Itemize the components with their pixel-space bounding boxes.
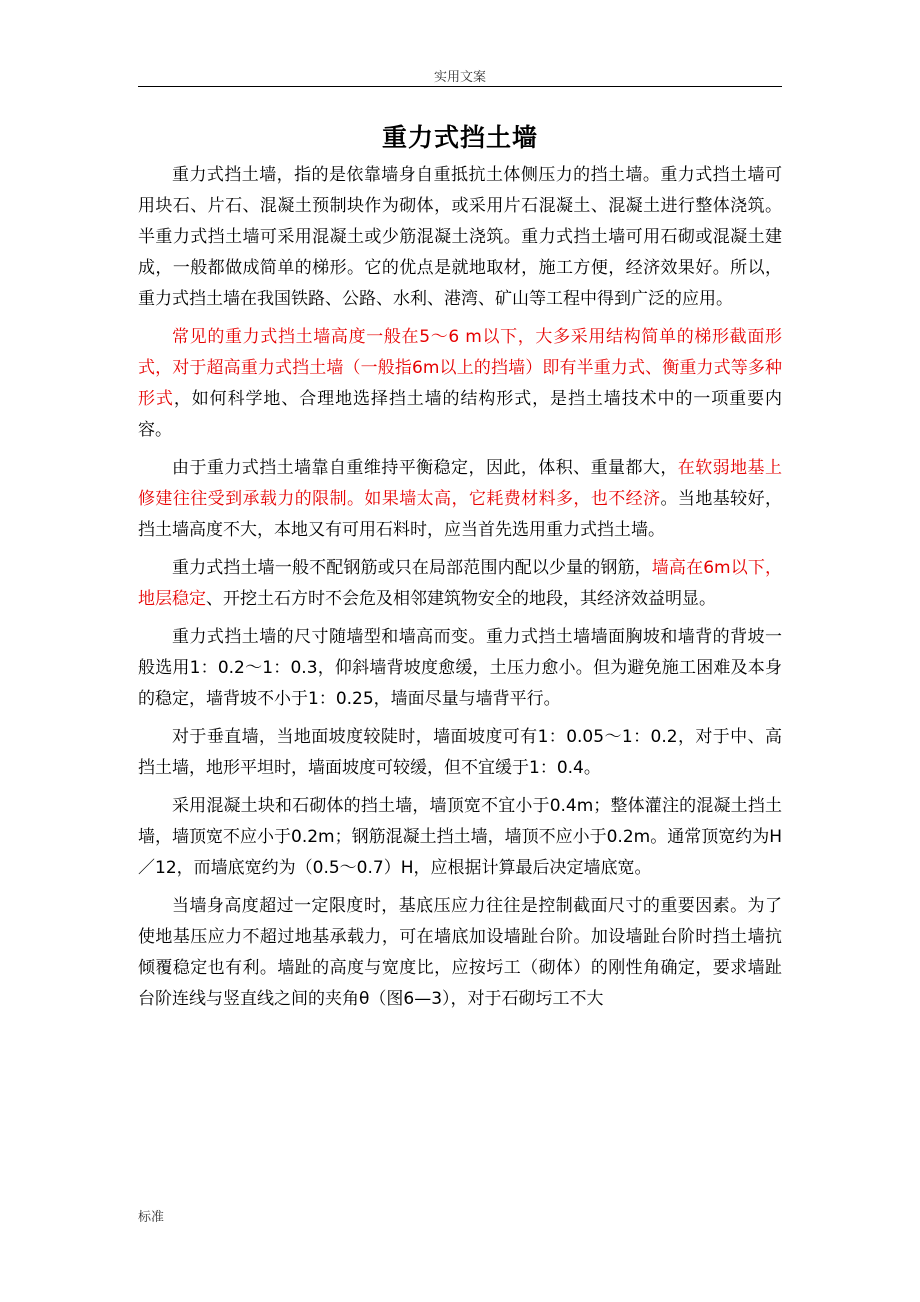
document-title: 重力式挡土墙 (381, 123, 538, 152)
page-header: 实用文案 (433, 70, 486, 85)
paragraph-8 (138, 891, 782, 1015)
header-rule (138, 86, 782, 87)
highlighted-text: 在软弱地基上修建往往受到承载力的限制。如果墙太高，它耗费材料多，也不经济 (138, 458, 783, 509)
paragraph-6 (138, 722, 782, 784)
paragraph-text: 重力式挡土墙，指的是依靠墙身自重抵抗土体侧压力的挡土墙。重力式挡土墙可用块石、片石、混凝土预制块作为砌体，或采用片石混凝土、混凝土进行整体浇筑。半重力式挡土墙可采用混凝土或少筋混凝土浇筑。重力式挡土墙可用石砌或混凝土建成，一般都做成简单的梯形。它的优点是就地取材，施工方便，经济效果好。所以，重力式挡土墙在我国铁路、公路、水利、港湾、矿山等工程中得到广泛的应用。 (138, 165, 782, 309)
paragraph-5 (138, 622, 782, 715)
paragraph-2 (138, 322, 782, 446)
paragraph-text: 重力式挡土墙一般不配钢筋或只在局部范围内配以少量的钢筋， (172, 558, 652, 578)
paragraph-7 (138, 791, 782, 884)
paragraph-3 (138, 453, 782, 546)
paragraph-text: ，如何科学地、合理地选择挡土墙的结构形式，是挡土墙技术中的一项重要内容。 (138, 389, 783, 440)
paragraph-text: 、开挖土石方时不会危及相邻建筑物安全的地段，其经济效益明显。 (206, 589, 716, 609)
highlighted-text: 常见的重力式挡土墙高度一般在5～6 m以下，大多采用结构简单的梯形截面形式，对于超高重力式挡土墙（一般指6m以上的挡墙）即有半重力式、衡重力式等多种形式 (138, 327, 782, 409)
paragraph-1 (138, 160, 782, 315)
page-footer: 标准 (138, 1210, 165, 1225)
paragraph-text: 由于重力式挡土墙靠自重维持平衡稳定，因此，体积、重量都大， (172, 458, 678, 478)
paragraph-text: 。当地基较好，挡土墙高度不大，本地又有可用石料时，应当首先选用重力式挡土墙。 (138, 489, 782, 540)
paragraph-4 (138, 553, 782, 615)
document-body (138, 160, 782, 1022)
highlighted-text: 墙高在6m以下，地层稳定 (138, 558, 782, 609)
paragraph-text: 重力式挡土墙的尺寸随墙型和墙高而变。重力式挡土墙墙面胸坡和墙背的背坡一般选用1：0.2～1：0.3，仰斜墙背坡度愈缓，土压力愈小。但为避免施工困难及本身的稳定，墙背坡不小于1：0.25，墙面尽量与墙背平行。 (138, 627, 782, 709)
paragraph-text: 采用混凝土块和石砌体的挡土墙，墙顶宽不宜小于0.4m；整体灌注的混凝土挡土墙，墙顶宽不应小于0.2m；钢筋混凝土挡土墙，墙顶不应小于0.2m。通常顶宽约为H／12，而墙底宽约为（0.5～0.7）H，应根据计算最后决定墙底宽。 (138, 796, 782, 878)
paragraph-text: 当墙身高度超过一定限度时，基底压应力往往是控制截面尺寸的重要因素。为了使地基压应力不超过地基承载力，可在墙底加设墙趾台阶。加设墙趾台阶时挡土墙抗倾覆稳定也有利。墙趾的高度与宽度比，应按圬工（砌体）的刚性角确定，要求墙趾台阶连线与竖直线之间的夹角θ（图6—3），对于石砌圬工不大 (138, 896, 782, 1009)
paragraph-text: 对于垂直墙，当地面坡度较陡时，墙面坡度可有1：0.05～1：0.2，对于中、高挡土墙，地形平坦时，墙面坡度可较缓，但不宜缓于1：0.4。 (138, 727, 782, 778)
